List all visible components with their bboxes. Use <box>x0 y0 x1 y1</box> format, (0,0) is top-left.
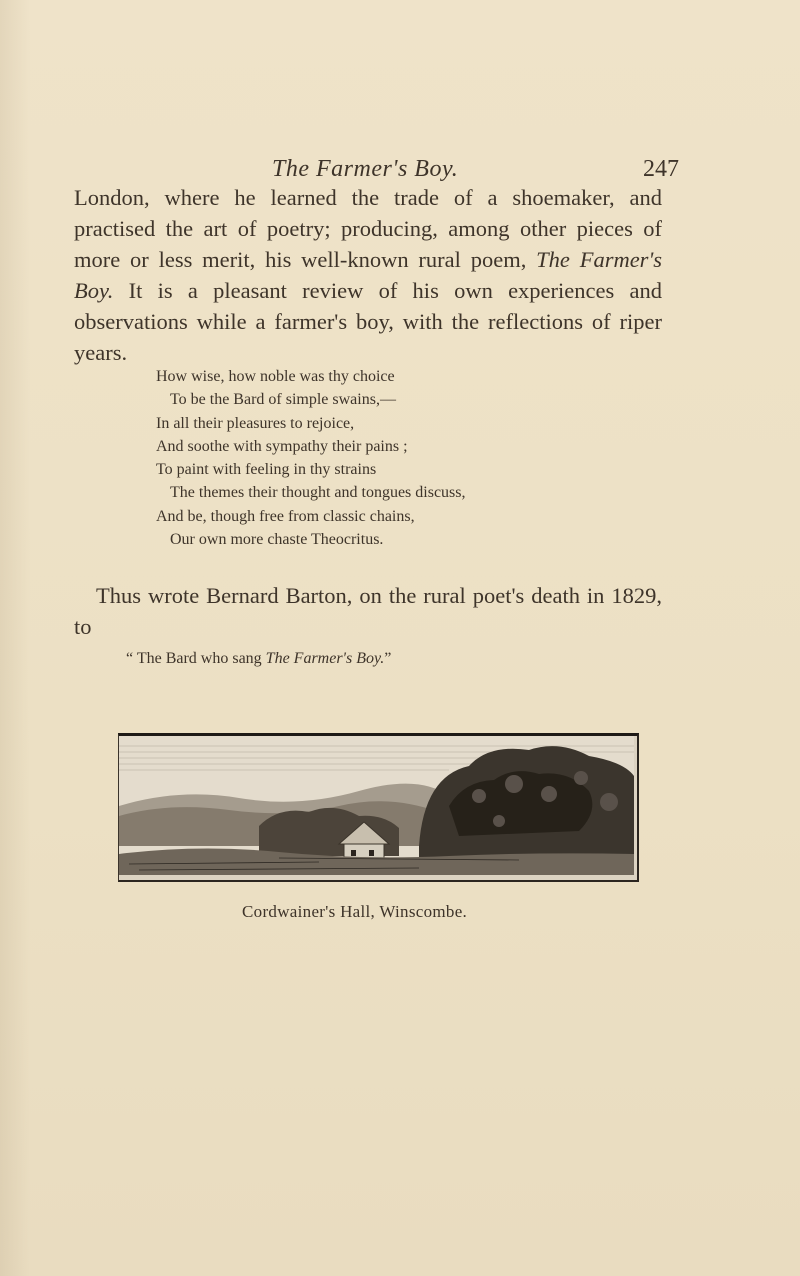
paragraph-1-text-a: London, where he learned the trade of a shoemaker, and practised the art of poetry; producing, among other pieces of more or less merit, his well-known rural poem, <box>74 185 662 272</box>
verse-quotation <box>156 365 656 551</box>
quote-close: ” <box>384 650 392 667</box>
quote-open: “ The Bard who sang <box>126 650 266 667</box>
quote-title-italic: The Farmer's Boy. <box>265 650 385 667</box>
dedication-quote <box>126 650 391 668</box>
poem-title-italic: The Farmer's Boy. <box>74 247 663 303</box>
poem-line-8: Our own more chaste Theocritus. <box>170 531 384 549</box>
body-paragraph-2 <box>74 580 662 642</box>
paragraph-1-text-b: It is a pleasant review of his own experiences and observations while a farmer's boy, with the reflections of riper years. <box>74 278 662 365</box>
running-title: The Farmer's Boy. <box>272 156 459 182</box>
poem-line-3: In all their pleasures to rejoice, <box>156 414 355 432</box>
body-paragraph-1 <box>74 182 662 368</box>
engraving-illustration <box>118 733 639 882</box>
poem-line-1: How wise, how noble was thy choice <box>156 368 395 385</box>
page-number: 247 <box>643 156 679 182</box>
poem-line-7: And be, though free from classic chains, <box>156 507 415 525</box>
poem-line-6: The themes their thought and tongues discuss, <box>170 484 466 502</box>
paragraph-2-text: Thus wrote Bernard Barton, on the rural poet's death in 1829, to <box>74 583 662 639</box>
poem-line-5: To paint with feeling in thy strains <box>156 461 377 479</box>
landscape-engraving <box>119 736 634 875</box>
poem-line-2: To be the Bard of simple swains,— <box>170 391 396 409</box>
poem-line-4: And soothe with sympathy their pains ; <box>156 437 408 455</box>
illustration-caption: Cordwainer's Hall, Winscombe. <box>242 902 468 921</box>
